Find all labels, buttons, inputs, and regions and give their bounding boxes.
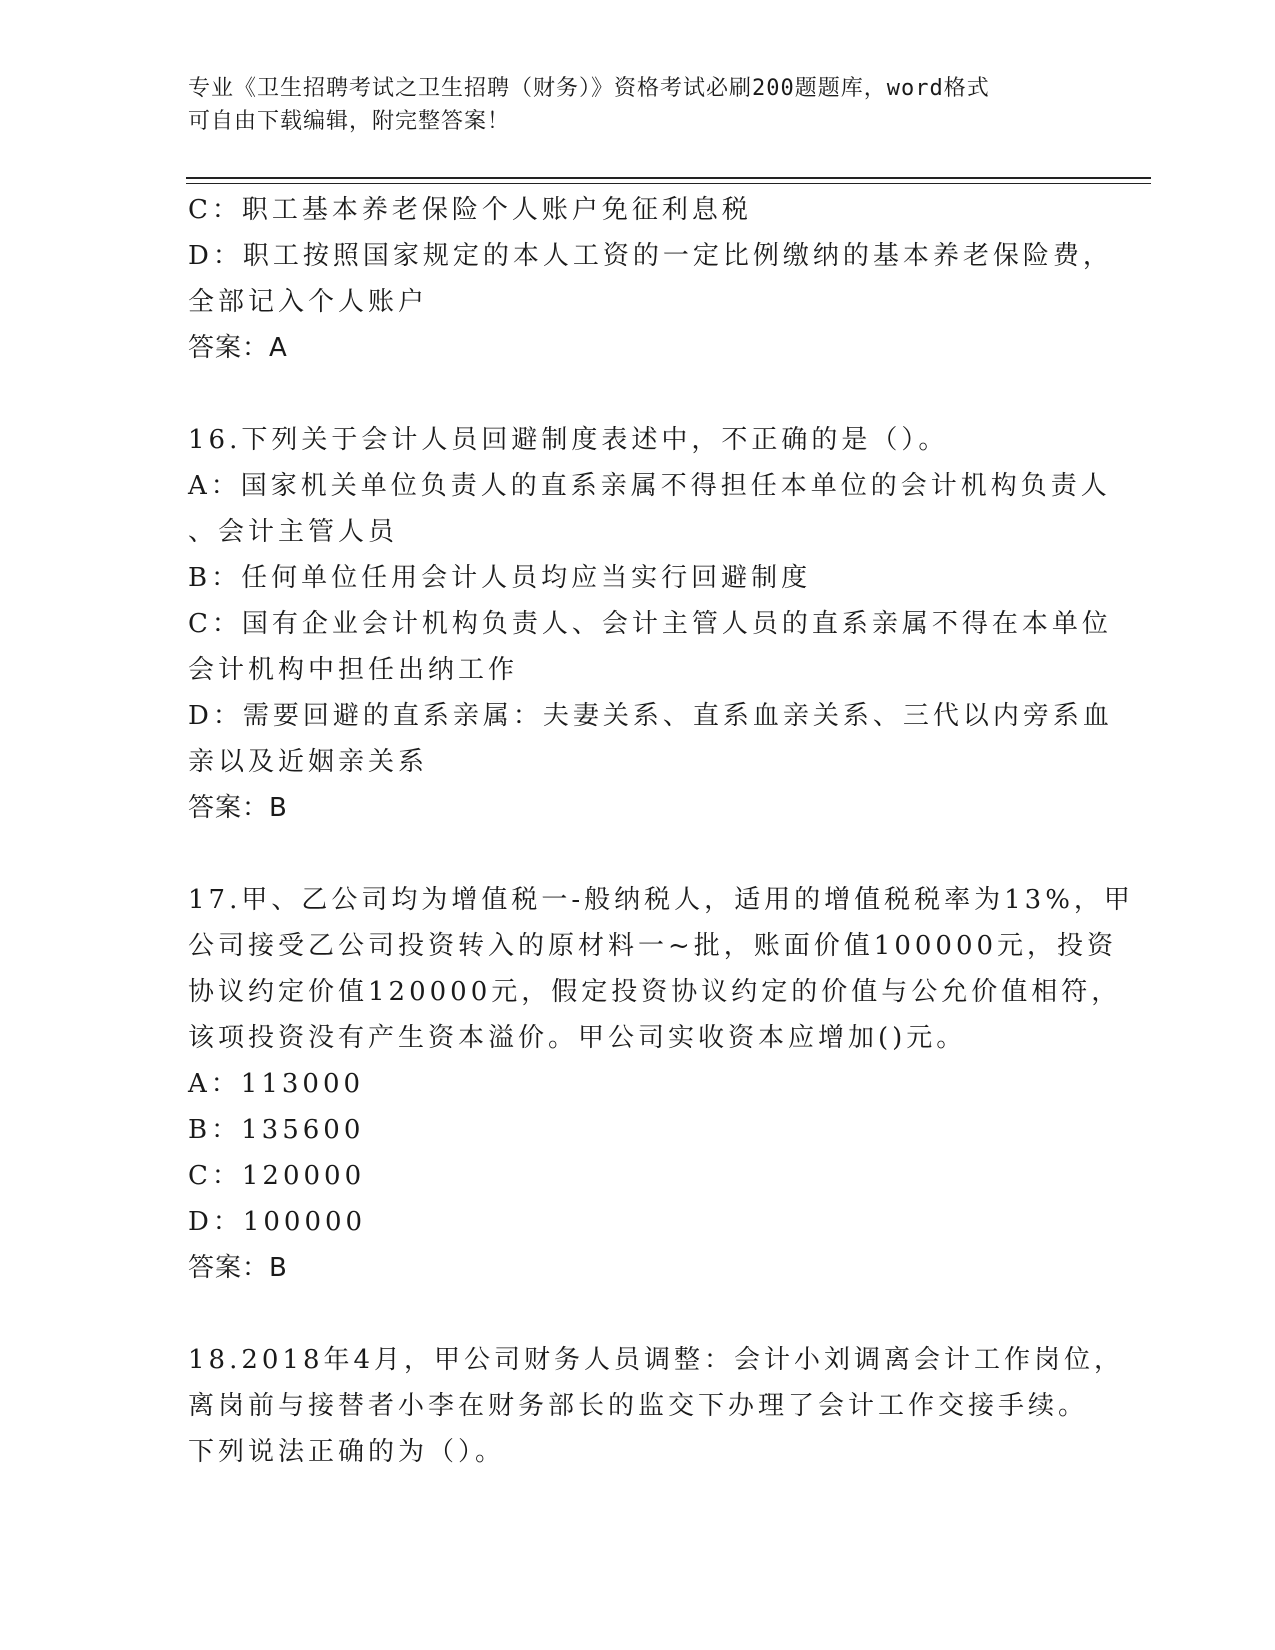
option-b: B：任何单位任用会计人员均应当实行回避制度 [188,563,812,593]
option-a-cont: 、会计主管人员 [188,517,399,547]
question-text-cont: 该项投资没有产生资本溢价。甲公司实收资本应增加()元。 [188,1023,967,1053]
option-d: D：职工按照国家规定的本人工资的一定比例缴纳的基本养老保险费， [188,241,1113,271]
header-divider-thick [186,177,1151,179]
option-d-cont: 全部记入个人账户 [188,287,429,317]
header-divider-thin [186,183,1151,184]
option-d-cont: 亲以及近姻亲关系 [188,747,429,777]
question-16 [188,417,1113,831]
header-line-1: 专业《卫生招聘考试之卫生招聘（财务）》资格考试必刷200题题库，word格式 [188,76,990,101]
question-text-cont: 下列说法正确的为（）。 [188,1437,506,1467]
option-c-cont: 会计机构中担任出纳工作 [188,655,519,685]
question-text-cont: 离岗前与接替者小李在财务部长的监交下办理了会计工作交接手续。 [188,1391,1089,1421]
option-a: A：国家机关单位负责人的直系亲属不得担任本单位的会计机构负责人 [188,471,1111,501]
answer: 答案：A [188,333,288,363]
answer: 答案：B [188,1253,288,1283]
question-18 [188,1337,1125,1475]
document-body [188,187,1134,1475]
option-a: A：113000 [188,1069,365,1099]
option-c: C：职工基本养老保险个人账户免征利息税 [188,195,752,225]
document-header [188,72,1088,138]
question-text: 16.下列关于会计人员回避制度表述中，不正确的是（）。 [188,425,949,455]
question-text: 18.2018年4月，甲公司财务人员调整：会计小刘调离会计工作岗位， [188,1345,1125,1375]
question-text: 17.甲、乙公司均为增值税一-般纳税人，适用的增值税税率为13%，甲 [188,885,1134,915]
option-c: C：120000 [188,1161,366,1191]
question-15-tail [188,187,1113,371]
header-line-2: 可自由下载编辑，附完整答案！ [188,109,511,134]
question-text-cont: 公司接受乙公司投资转入的原材料一~批，账面价值100000元，投资 [188,931,1118,961]
option-c: C：国有企业会计机构负责人、会计主管人员的直系亲属不得在本单位 [188,609,1112,639]
option-b: B：135600 [188,1115,365,1145]
option-d: D：需要回避的直系亲属：夫妻关系、直系血亲关系、三代以内旁系血 [188,701,1113,731]
option-d: D：100000 [188,1207,367,1237]
question-text-cont: 协议约定价值120000元，假定投资协议约定的价值与公允价值相符， [188,977,1122,1007]
answer: 答案：B [188,793,288,823]
question-17 [188,877,1134,1291]
